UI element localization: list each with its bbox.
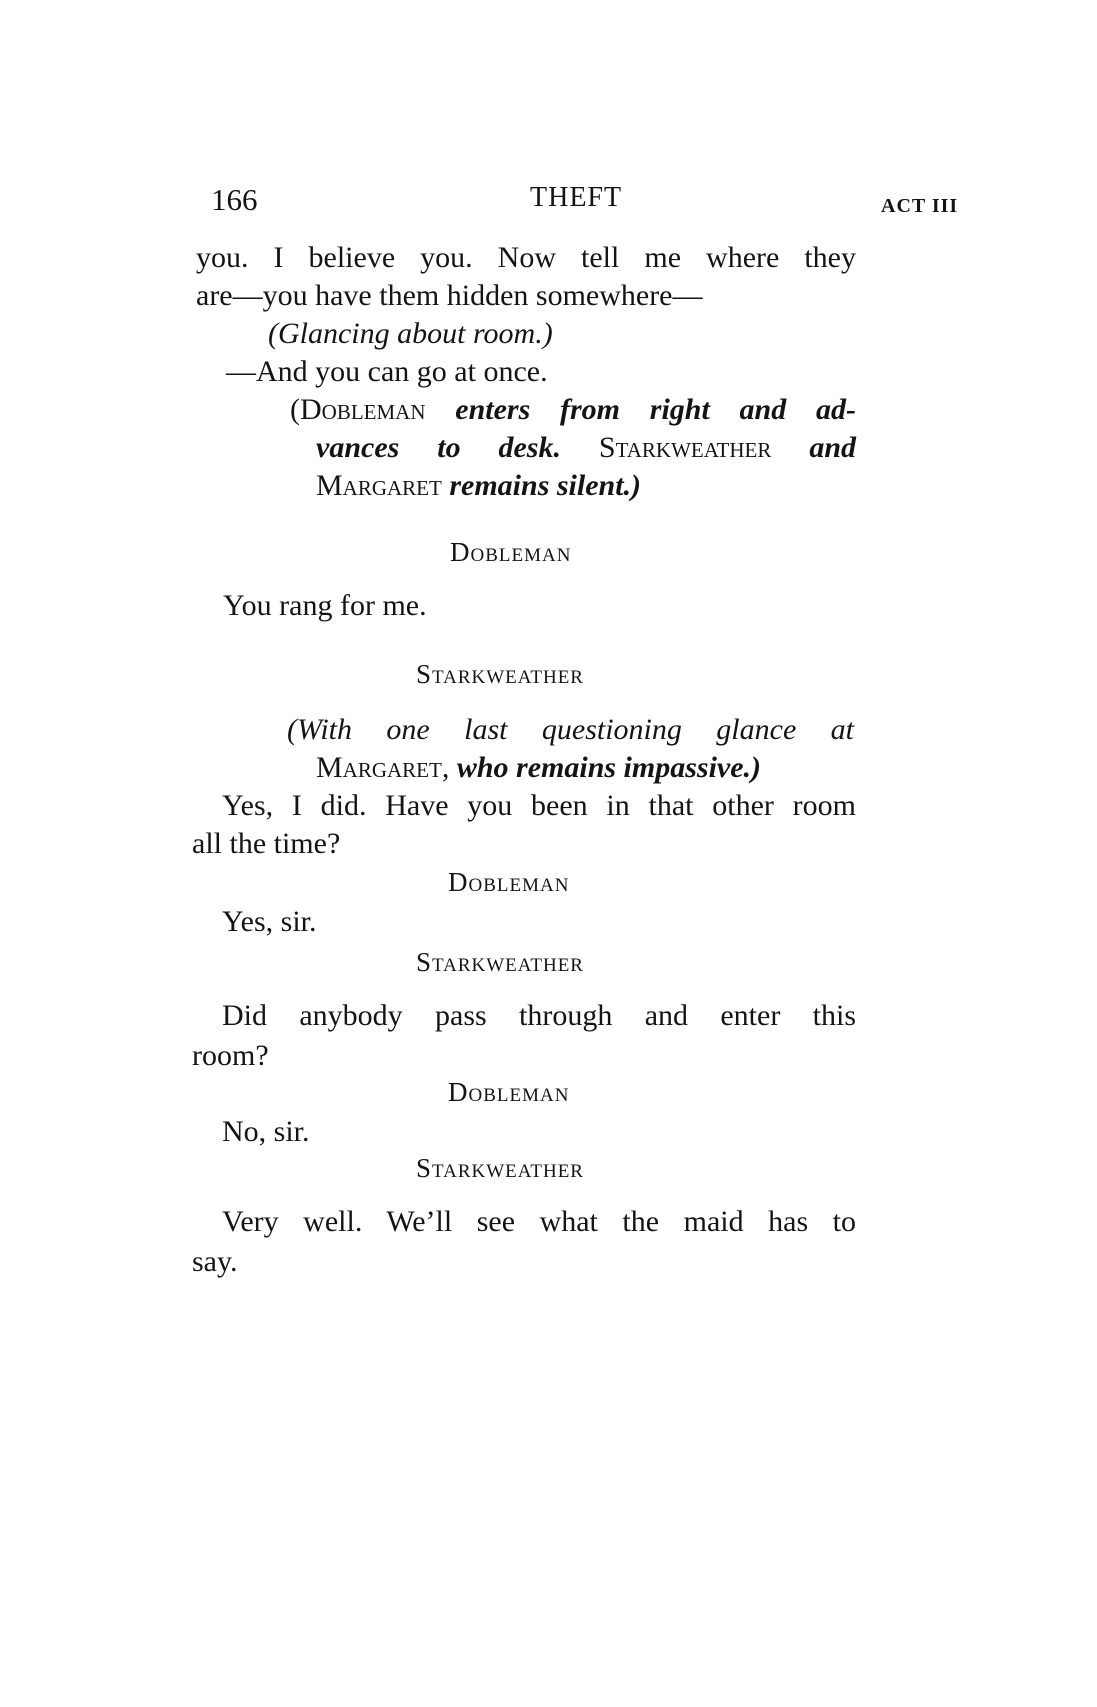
speech-text: say. bbox=[192, 1245, 238, 1278]
character-name: Dobleman bbox=[300, 393, 426, 426]
running-title: THEFT bbox=[530, 182, 623, 213]
character-name: Starkweather bbox=[598, 431, 772, 464]
speaker-name: Starkweather bbox=[416, 1153, 584, 1183]
stage-direction-line: (With one last questioning glance at bbox=[287, 713, 854, 746]
speech-text: room? bbox=[192, 1039, 269, 1072]
speaker-name: Dobleman bbox=[448, 867, 570, 897]
speech-text: all the time? bbox=[192, 827, 341, 860]
speech-text: Yes, sir. bbox=[222, 905, 317, 938]
character-name: Margaret, bbox=[316, 751, 450, 784]
text-line: —And you can go at once. bbox=[226, 355, 548, 388]
page-number: 166 bbox=[211, 182, 258, 217]
speech-text: Yes, I did. Have you been in that other room bbox=[222, 789, 856, 822]
text-line: you. I believe you. Now tell me where they bbox=[196, 241, 856, 274]
act-label: ACT III bbox=[881, 195, 959, 217]
speech-text: Did anybody pass through and enter this bbox=[222, 999, 856, 1032]
stage-direction-line: (Dobleman enters from right and ad- bbox=[290, 393, 856, 426]
character-name: Margaret bbox=[316, 469, 442, 502]
stage-direction-line: Margaret remains silent.) bbox=[316, 469, 642, 502]
speaker-name: Starkweather bbox=[416, 659, 584, 689]
stage-direction: (Glancing about room.) bbox=[268, 317, 553, 350]
speech-text: No, sir. bbox=[222, 1115, 310, 1148]
speech-text: Very well. We’ll see what the maid has to bbox=[222, 1205, 856, 1238]
text-line: are—you have them hidden somewhere— bbox=[196, 279, 703, 312]
speaker-name: Starkweather bbox=[416, 947, 584, 977]
speaker-name: Dobleman bbox=[448, 1077, 570, 1107]
stage-direction-line: Margaret, who remains impassive.) bbox=[316, 751, 762, 784]
stage-direction-line: vances to desk. Starkweather and bbox=[316, 431, 856, 464]
speaker-name: Dobleman bbox=[450, 537, 572, 567]
speech-text: You rang for me. bbox=[223, 589, 427, 622]
